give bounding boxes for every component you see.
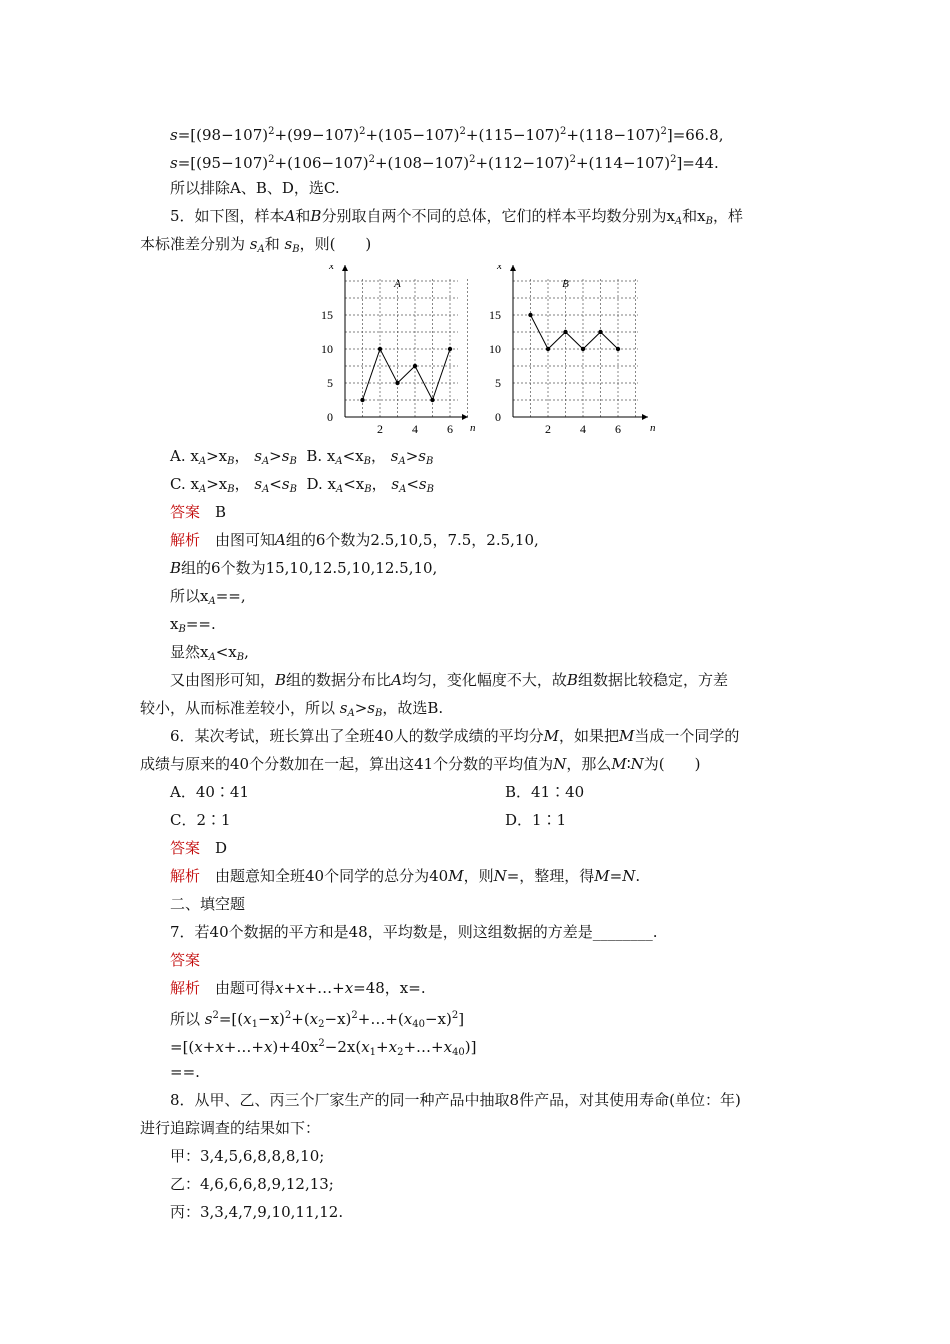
analysis-7-2: 所以 $s^2=[(x_1-x)^2+(x_2-x)^2+\dots+(x_{40}-x)^2]$ — [170, 1010, 465, 1030]
chart-title: B — [562, 278, 569, 290]
chart-title: A — [394, 278, 401, 290]
data-yi: 乙：4,6,6,6,8,9,12,13; — [170, 1175, 334, 1193]
data-point — [546, 347, 550, 351]
analysis-5-5: 显然$x_A<x_B$, — [170, 643, 249, 663]
y-tick-label: 15 — [489, 308, 501, 322]
question-6-line1: 6．某次考试，班长算出了全班40人的数学成绩的平均分M，如果把M当成一个同学的 — [170, 727, 740, 745]
analysis-5-4: $x_B==$. — [170, 615, 216, 635]
data-point — [581, 347, 585, 351]
x-tick-label: 6 — [615, 422, 621, 435]
options-ab: A. $x_A>x_B$， $s_A>s_B$ B. $x_A<x_B$， $s_A>s_B$ — [170, 447, 434, 467]
y-tick-label: 10 — [489, 342, 501, 356]
series-line — [363, 349, 451, 400]
analysis-7-3: $=[(x+x+\dots+x)+40x^2-2x(x_1+x_2+\dots+x_{40})]$ — [170, 1038, 477, 1058]
option-6-b: B．41∶40 — [505, 783, 585, 801]
question-5-line1: 5．如下图，样本A和B分别取自两个不同的总体，它们的样本平均数分别为$x_A$和$x_B$，样 — [170, 207, 743, 227]
x-axis-arrow — [642, 414, 648, 420]
x-tick-label: 4 — [412, 422, 418, 435]
question-7: 7．若40个数据的平方和是48，平均数是，则这组数据的方差是________. — [170, 923, 658, 941]
answer-7: 答案 — [170, 951, 201, 969]
option-6-c: C．2∶1 — [170, 811, 231, 829]
x-tick-label: 2 — [545, 422, 551, 435]
data-point — [598, 330, 602, 334]
origin-label: 0 — [495, 410, 501, 424]
formula-sa: $s=[(98-107)^2+(99-107)^2+(105-107)^2+(115-107)^2+(118-107)^2]=66.8$, — [170, 126, 724, 144]
data-point — [563, 330, 567, 334]
data-point — [360, 398, 364, 402]
answer-6: 答案 D — [170, 839, 228, 857]
data-point — [430, 398, 434, 402]
option-6-d: D．1∶1 — [505, 811, 567, 829]
question-6-line2: 成绩与原来的40个分数加在一起，算出这41个分数的平均值为N，那么M∶N为( ) — [140, 755, 701, 773]
data-point — [528, 313, 532, 317]
y-axis-label: x — [497, 265, 502, 272]
options-cd: C. $x_A>x_B$， $s_A<s_B$ D. $x_A<x_B$， $s_A<s_B$ — [170, 475, 434, 495]
x-tick-label: 4 — [580, 422, 586, 435]
x-axis-label: n — [470, 422, 476, 434]
analysis-5-3: 所以$x_A==$, — [170, 587, 246, 607]
analysis-5-2: B组的6个数为15,10,12.5,10,12.5,10, — [170, 559, 438, 577]
x-axis-label: n — [650, 422, 656, 434]
analysis-7-1: 解析 由题可得x+x+…+x=48，x=. — [170, 979, 426, 997]
conclusion-4: 所以排除A、B、D，选C. — [170, 179, 340, 197]
data-point — [395, 381, 399, 385]
data-point — [616, 347, 620, 351]
formula-sb: $s=[(95-107)^2+(106-107)^2+(108-107)^2+(112-107)^2+(114-107)^2]=44$. — [170, 154, 719, 172]
answer-5: 答案 B — [170, 503, 227, 521]
analysis-5-1: 解析 由图可知A组的6个数为2.5,10,5，7.5，2.5,10, — [170, 531, 539, 549]
origin-label: 0 — [327, 410, 333, 424]
data-jia: 甲：3,4,5,6,8,8,8,10; — [170, 1147, 325, 1165]
data-point — [448, 347, 452, 351]
x-tick-label: 2 — [377, 422, 383, 435]
option-6-a: A．40∶41 — [170, 783, 250, 801]
analysis-5-7: 较小，从而标准差较小，所以 $s_A>s_B$，故选B. — [140, 699, 444, 719]
x-axis-arrow — [462, 414, 468, 420]
section-fill-in: 二、填空题 — [170, 895, 246, 913]
data-point — [378, 347, 382, 351]
question-8-line2: 进行追踪调查的结果如下： — [140, 1119, 321, 1137]
x-tick-label: 6 — [447, 422, 453, 435]
y-axis-arrow — [510, 265, 516, 271]
data-point — [413, 364, 417, 368]
analysis-6: 解析 由题意知全班40个同学的总分为40M，则N=，整理，得M=N. — [170, 867, 641, 885]
y-tick-label: 5 — [327, 376, 333, 390]
question-8-line1: 8．从甲、乙、丙三个厂家生产的同一种产品中抽取8件产品，对其使用寿命(单位：年) — [170, 1091, 741, 1109]
y-axis-label: x — [329, 265, 334, 272]
chart-b — [488, 265, 658, 435]
y-tick-label: 5 — [495, 376, 501, 390]
y-tick-label: 15 — [321, 308, 333, 322]
data-bing: 丙：3,3,4,7,9,10,11,12. — [170, 1203, 344, 1221]
analysis-5-6: 又由图形可知，B组的数据分布比A均匀，变化幅度不大，故B组数据比较稳定，方差 — [170, 671, 728, 689]
analysis-7-4: ==. — [170, 1063, 200, 1081]
question-5-line2: 本标准差分别为 $s_A$和 $s_B$，则( ) — [140, 235, 372, 255]
y-tick-label: 10 — [321, 342, 333, 356]
chart-a — [318, 265, 478, 435]
y-axis-arrow — [342, 265, 348, 271]
